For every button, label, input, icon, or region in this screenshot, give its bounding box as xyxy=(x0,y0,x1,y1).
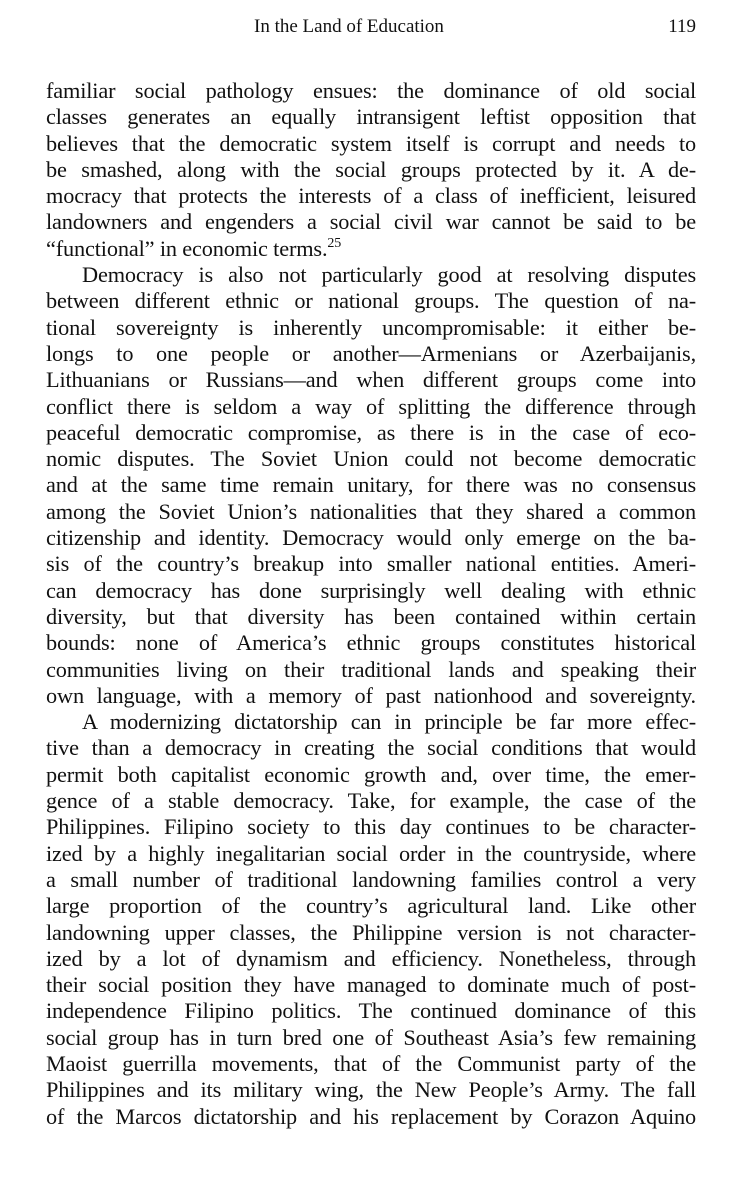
text-line: gence of a stable democracy. Take, for example, the case of the xyxy=(46,788,696,814)
text-line: Philippines and its military wing, the New People’s Army. The fall xyxy=(46,1077,696,1103)
running-header xyxy=(46,12,696,42)
text-line: tional sovereignty is inherently uncompromisable: it either be- xyxy=(46,314,696,340)
paragraph-3 xyxy=(46,709,696,1130)
text-line: landowning upper classes, the Philippine version is not character- xyxy=(46,919,696,945)
paragraph-2 xyxy=(46,262,696,709)
text-line: longs to one people or another—Armenians or Azerbaijanis, xyxy=(46,340,696,366)
text-line: of the Marcos dictatorship and his replacement by Corazon Aquino xyxy=(46,1103,696,1129)
text-line: social group has in turn bred one of Southeast Asia’s few remaining xyxy=(46,1024,696,1050)
text-line: large proportion of the country’s agricultural land. Like other xyxy=(46,893,696,919)
text-line: Maoist guerrilla movements, that of the Communist party of the xyxy=(46,1050,696,1076)
text-line: ized by a lot of dynamism and efficiency. Nonetheless, through xyxy=(46,945,696,971)
text-line: Democracy is also not particularly good at resolving disputes xyxy=(82,262,696,288)
text-line: ized by a highly inegalitarian social order in the countryside, where xyxy=(46,840,696,866)
text-line: classes generates an equally intransigent leftist opposition that xyxy=(46,104,696,130)
text-line: citizenship and identity. Democracy would only emerge on the ba- xyxy=(46,525,696,551)
text-line-content: “functional” in economic terms. xyxy=(46,235,328,261)
text-line: peaceful democratic compromise, as there is in the case of eco- xyxy=(46,419,696,445)
paragraph-1 xyxy=(46,78,696,262)
text-line: and at the same time remain unitary, for there was no consensus xyxy=(46,472,696,498)
text-line: familiar social pathology ensues: the dominance of old social xyxy=(46,78,696,103)
footnote-reference[interactable]: 25 xyxy=(327,235,342,251)
text-line-last xyxy=(46,236,696,262)
text-line: their social position they have managed to dominate much of post- xyxy=(46,972,696,998)
text-line: bounds: none of America’s ethnic groups constitutes historical xyxy=(46,630,696,656)
text-line: a small number of traditional landowning families control a very xyxy=(46,866,696,892)
text-line: can democracy has done surprisingly well dealing with ethnic xyxy=(46,577,696,603)
page-number: 119 xyxy=(668,16,696,37)
text-line: between different ethnic or national groups. The question of na- xyxy=(46,288,696,314)
text-line: be smashed, along with the social groups protected by it. A de- xyxy=(46,156,696,182)
text-line: among the Soviet Union’s nationalities that they shared a common xyxy=(46,498,696,524)
text-line: diversity, but that diversity has been contained within certain xyxy=(46,603,696,629)
text-line: Philippines. Filipino society to this day continues to be character- xyxy=(46,814,696,840)
text-line: tive than a democracy in creating the social conditions that would xyxy=(46,735,696,761)
text-line: mocracy that protects the interests of a class of inefficient, leisured xyxy=(46,183,696,209)
text-line: believes that the democratic system itself is corrupt and needs to xyxy=(46,130,696,156)
text-line: A modernizing dictatorship can in principle be far more effec- xyxy=(82,709,696,735)
text-line: independence Filipino politics. The continued dominance of this xyxy=(46,998,696,1024)
text-line: own language, with a memory of past nationhood and sovereignty. xyxy=(46,682,696,708)
text-line: conflict there is seldom a way of splitting the difference through xyxy=(46,393,696,419)
body-text xyxy=(46,78,696,1130)
running-title: In the Land of Education xyxy=(254,16,444,37)
text-line: Lithuanians or Russians—and when different groups come into xyxy=(46,367,696,393)
text-line: communities living on their traditional lands and speaking their xyxy=(46,656,696,682)
text-line: landowners and engenders a social civil war cannot be said to be xyxy=(46,209,696,235)
text-line: sis of the country’s breakup into smaller national entities. Ameri- xyxy=(46,551,696,577)
text-line: nomic disputes. The Soviet Union could not become democratic xyxy=(46,446,696,472)
text-line: permit both capitalist economic growth and, over time, the emer- xyxy=(46,761,696,787)
